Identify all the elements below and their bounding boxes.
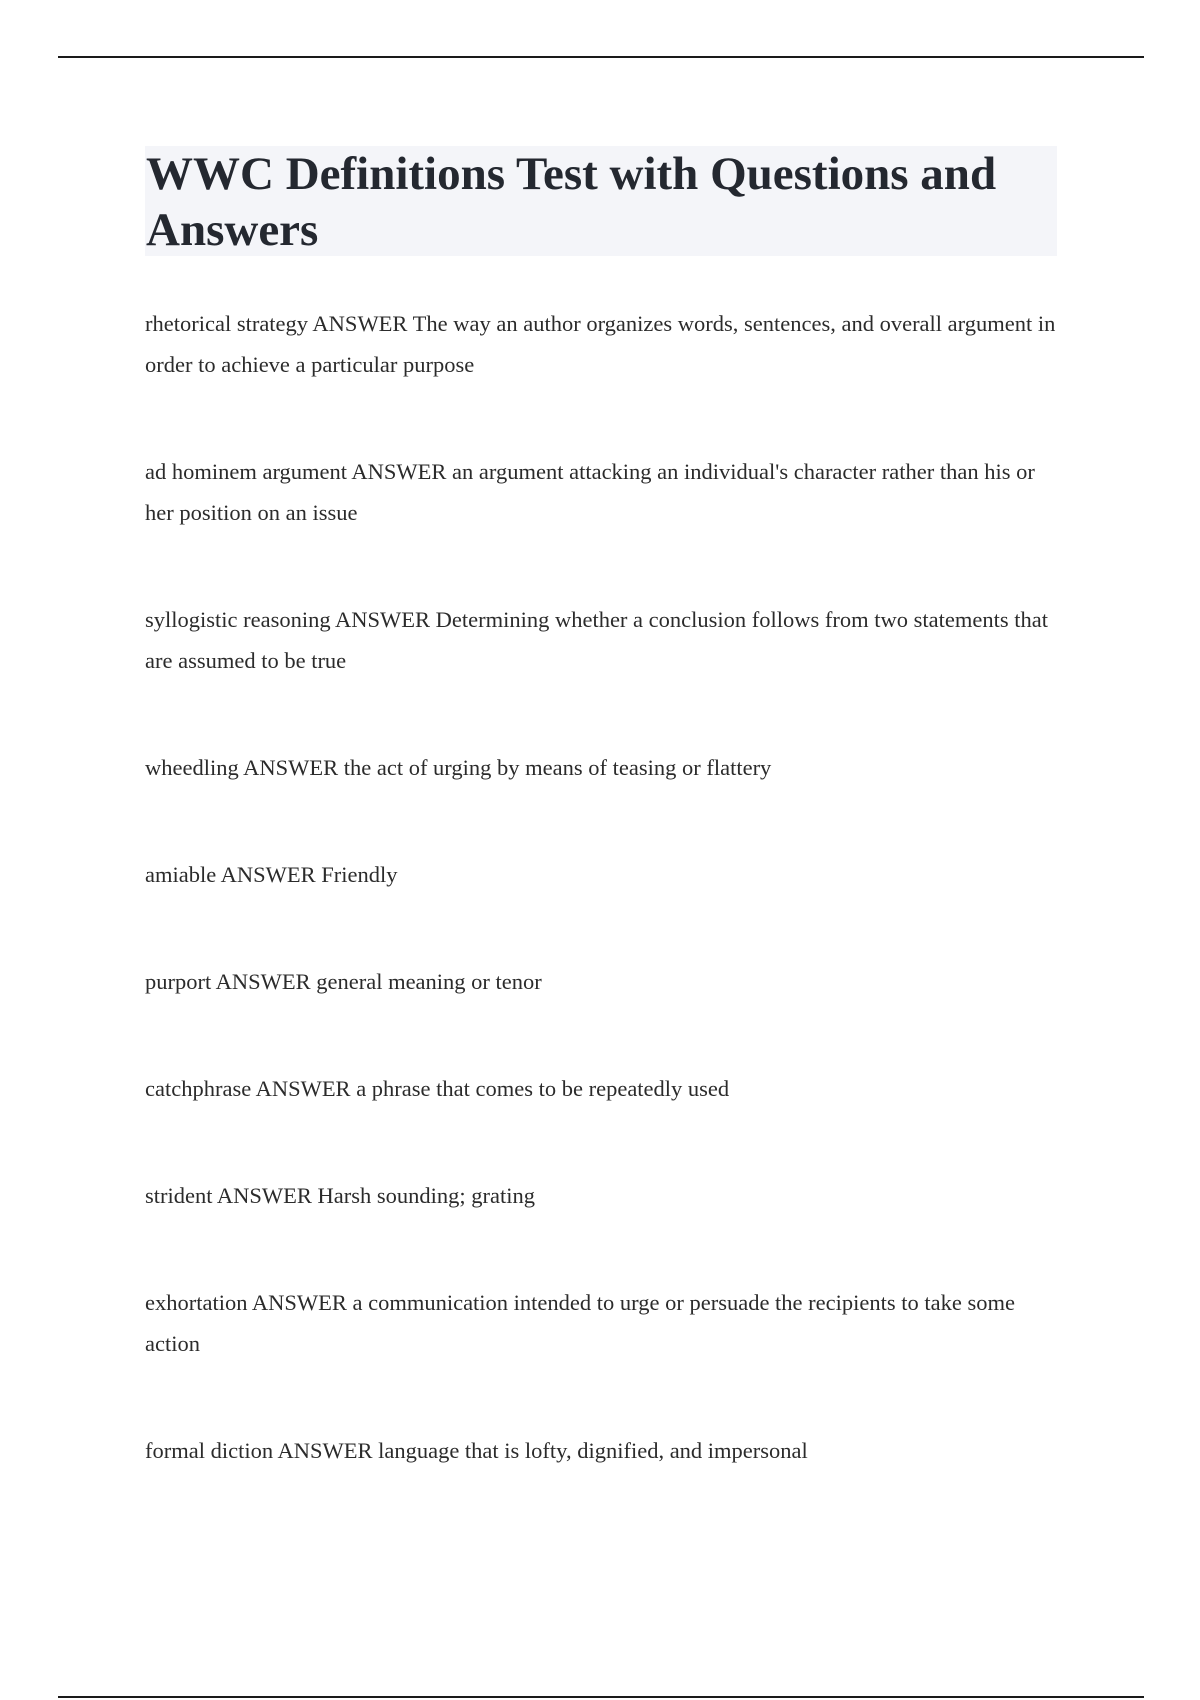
title-block [145, 146, 1057, 256]
definition-list [145, 303, 1057, 1471]
definition-entry: exhortation ANSWER a communication intended to urge or persuade the recipients to take some action [145, 1290, 1015, 1356]
definition-entry: syllogistic reasoning ANSWER Determining whether a conclusion follows from two statements that are assumed to be true [145, 607, 1048, 673]
definition-entry: strident ANSWER Harsh sounding; grating [145, 1183, 535, 1208]
document-body [145, 146, 1057, 1471]
document-title: WWC Definitions Test with Questions and Answers [146, 148, 997, 256]
definition-entry: rhetorical strategy ANSWER The way an author organizes words, sentences, and overall argument in order to achieve a particular purpose [145, 311, 1056, 377]
definition-entry: purport ANSWER general meaning or tenor [145, 969, 542, 994]
definition-entry: ad hominem argument ANSWER an argument attacking an individual's character rather than his or her position on an issue [145, 459, 1035, 525]
definition-entry: catchphrase ANSWER a phrase that comes to be repeatedly used [145, 1076, 730, 1101]
bottom-divider [58, 1696, 1144, 1698]
top-divider [58, 56, 1144, 58]
definition-entry: formal diction ANSWER language that is lofty, dignified, and impersonal [145, 1438, 808, 1463]
definition-entry: wheedling ANSWER the act of urging by means of teasing or flattery [145, 755, 772, 780]
definition-entry: amiable ANSWER Friendly [145, 862, 398, 887]
